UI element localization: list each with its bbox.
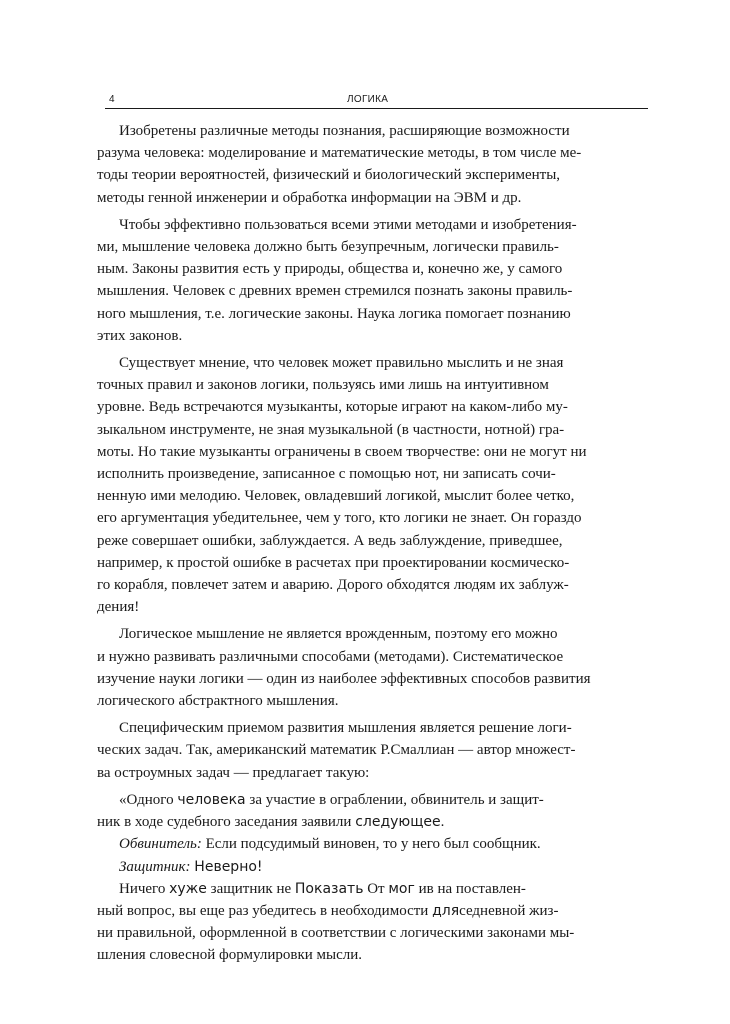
paragraph: [97, 717, 649, 784]
text-line: этих законов.: [97, 327, 183, 344]
text-line: разума человека: моделирование и математические методы, в том числе ме-: [97, 145, 582, 162]
text-line: его аргументация убедительнее, чем у того, кто логики не знает. Он гораздо: [97, 510, 582, 527]
text-line: [97, 811, 649, 833]
text-line: [97, 833, 649, 855]
handwritten-insert: человека: [177, 791, 246, 808]
text-line: ненную ими мелодию. Человек, овладевший логикой, мыслит более четко,: [97, 488, 575, 505]
text-line: моты. Но такие музыканты ограничены в своем творчестве: они не могут ни: [97, 443, 587, 460]
text-line: реже совершает ошибки, заблуждается. А ведь заблуждение, приведшее,: [97, 532, 563, 549]
body-text: [97, 120, 649, 972]
text-line: мышления. Человек с древних времен стремился познать законы правиль-: [97, 283, 573, 300]
handwritten-insert: Показать: [294, 880, 364, 897]
problem-text: ив на поставлен-: [418, 880, 526, 897]
text-line: изучение науки логики — один из наиболее эффективных способов развития: [97, 670, 591, 687]
text-line: ческих задач. Так, американский математик Р.Смаллиан — автор множест-: [97, 742, 576, 759]
prosecutor-label: Обвинитель:: [119, 836, 202, 853]
problem-text: ный вопрос, вы еще раз убедитесь в необходимости: [97, 902, 429, 919]
text-line: [97, 789, 649, 811]
paragraph: [97, 352, 649, 618]
problem-text: ник в ходе судебного заседания заявили: [97, 814, 352, 831]
handwritten-insert: мог: [388, 880, 415, 897]
prosecutor-statement: Если подсудимый виновен, то у него был сообщник.: [205, 836, 541, 853]
text-line: [97, 856, 649, 878]
handwritten-insert: Неверно!: [194, 858, 263, 875]
text-line: исполнить произведение, записанное с помощью нот, ни записать сочи-: [97, 466, 556, 483]
text-line: например, к простой ошибке в расчетах при проектировании космическо-: [97, 554, 570, 571]
text-line: тоды теории вероятностей, физический и биологический эксперименты,: [97, 167, 561, 184]
text-line: уровне. Ведь встречаются музыканты, которые играют на каком-либо му-: [97, 399, 568, 416]
text-line: методы генной инженерии и обработка информации на ЭВМ и др.: [97, 189, 522, 206]
text-line: ми, мышление человека должно быть безупречным, логически правиль-: [97, 239, 559, 256]
text-line: Изобретены различные методы познания, расширяющие возможности: [119, 123, 570, 139]
paragraph: [97, 623, 649, 712]
problem-text: седневной жиз-: [459, 902, 559, 919]
text-line: Специфическим приемом развития мышления является решение логи-: [119, 720, 572, 737]
text-line: зыкальном инструменте, не зная музыкальной (в частности, нотной) гра-: [97, 421, 565, 438]
text-line: шления словесной формулировки мысли.: [97, 947, 363, 964]
problem-text: за участие в ограблении, обвинитель и защит-: [249, 791, 544, 808]
problem-text: «Одного: [119, 791, 174, 808]
logic-problem: [97, 789, 649, 967]
text-line: ва остроумных задач — предлагает такую:: [97, 764, 370, 781]
text-line: логического абстрактного мышления.: [97, 693, 339, 710]
text-line: дения!: [97, 599, 140, 616]
text-line: ным. Законы развития есть у природы, общества и, конечно же, у самого: [97, 261, 563, 278]
problem-text: Ничего: [119, 880, 166, 897]
page-number: 4: [109, 94, 115, 105]
problem-text: От: [367, 880, 385, 897]
defender-label: Защитник:: [119, 858, 191, 875]
text-line: ни правильной, оформленной в соответствии с логическими законами мы-: [97, 925, 575, 942]
text-line: точных правил и законов логики, пользуясь ими лишь на интуитивном: [97, 377, 549, 394]
text-line: и нужно развивать различными способами (методами). Систематическое: [97, 648, 564, 665]
text-line: го корабля, повлечет затем и аварию. Дорого обходятся людям их заблуж-: [97, 577, 569, 594]
problem-text: защитник не: [210, 880, 292, 897]
paragraph: [97, 120, 649, 209]
text-line: [97, 878, 649, 900]
running-title: ЛОГИКА: [347, 94, 389, 105]
handwritten-insert: для: [432, 902, 460, 919]
text-line: ного мышления, т.е. логические законы. Наука логика помогает познанию: [97, 305, 571, 322]
handwritten-insert: хуже: [169, 880, 207, 897]
text-line: Логическое мышление не является врожденным, поэтому его можно: [119, 626, 558, 643]
handwritten-insert: следующее: [355, 814, 441, 831]
text-line: Чтобы эффективно пользоваться всеми этими методами и изобретения-: [119, 216, 577, 233]
page-header: [105, 94, 648, 109]
text-line: [97, 900, 649, 922]
problem-text: .: [440, 814, 445, 831]
paragraph: [97, 214, 649, 347]
text-line: Существует мнение, что человек может правильно мыслить и не зная: [119, 355, 564, 372]
